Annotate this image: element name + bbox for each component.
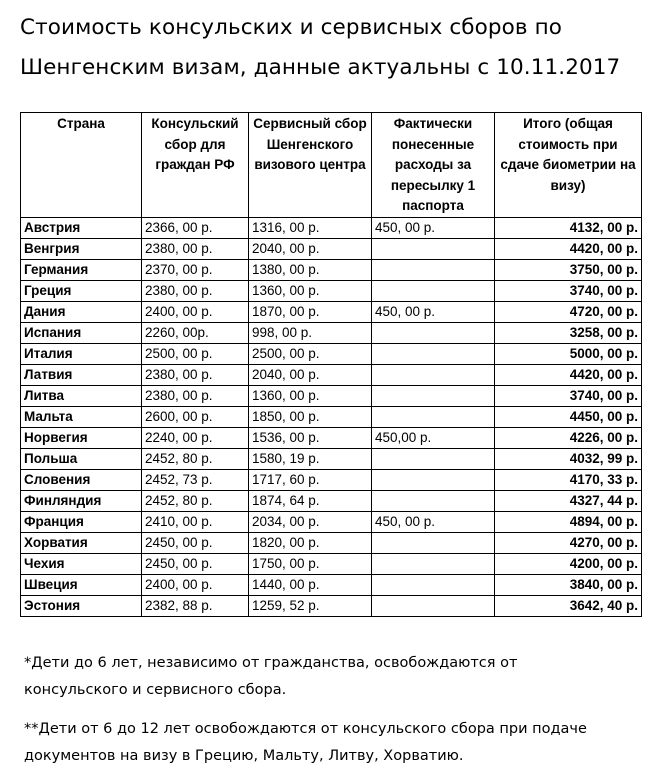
cell-shipping-cost bbox=[372, 490, 495, 511]
cell-total: 4200, 00 р. bbox=[495, 553, 642, 574]
table-row bbox=[21, 364, 642, 385]
cell-service-fee: 1259, 52 р. bbox=[249, 595, 372, 616]
cell-country: Германия bbox=[21, 259, 142, 280]
footnote-1-line-2: консульского и сервисного сбора. bbox=[24, 682, 287, 698]
cell-service-fee: 1536, 00 р. bbox=[249, 427, 372, 448]
cell-consular-fee: 2600, 00 р. bbox=[142, 406, 249, 427]
cell-consular-fee: 2370, 00 р. bbox=[142, 259, 249, 280]
cell-consular-fee: 2450, 00 р. bbox=[142, 532, 249, 553]
cell-shipping-cost bbox=[372, 280, 495, 301]
cell-country: Польша bbox=[21, 448, 142, 469]
table-row bbox=[21, 343, 642, 364]
cell-service-fee: 1870, 00 р. bbox=[249, 301, 372, 322]
footnote-2-line-2: документов на визу в Грецию, Мальту, Литву, Хорватию. bbox=[24, 748, 464, 764]
cell-service-fee: 1360, 00 р. bbox=[249, 385, 372, 406]
cell-service-fee: 1717, 60 р. bbox=[249, 469, 372, 490]
table-header bbox=[21, 113, 642, 218]
cell-shipping-cost bbox=[372, 553, 495, 574]
cell-country: Франция bbox=[21, 511, 142, 532]
cell-consular-fee: 2366, 00 р. bbox=[142, 217, 249, 238]
table-row bbox=[21, 595, 642, 616]
table-row bbox=[21, 427, 642, 448]
page-title bbox=[20, 8, 650, 88]
table-row bbox=[21, 301, 642, 322]
cell-consular-fee: 2450, 00 р. bbox=[142, 553, 249, 574]
cell-shipping-cost bbox=[372, 448, 495, 469]
cell-service-fee: 2040, 00 р. bbox=[249, 238, 372, 259]
cell-consular-fee: 2380, 00 р. bbox=[142, 385, 249, 406]
cell-total: 4270, 00 р. bbox=[495, 532, 642, 553]
table-body bbox=[21, 217, 642, 616]
cell-total: 3740, 00 р. bbox=[495, 385, 642, 406]
cell-total: 4032, 99 р. bbox=[495, 448, 642, 469]
cell-service-fee: 1820, 00 р. bbox=[249, 532, 372, 553]
cell-country: Норвегия bbox=[21, 427, 142, 448]
cell-shipping-cost bbox=[372, 532, 495, 553]
cell-total: 4327, 44 р. bbox=[495, 490, 642, 511]
cell-service-fee: 1850, 00 р. bbox=[249, 406, 372, 427]
cell-country: Эстония bbox=[21, 595, 142, 616]
cell-total: 4170, 33 р. bbox=[495, 469, 642, 490]
cell-shipping-cost bbox=[372, 259, 495, 280]
table-row bbox=[21, 406, 642, 427]
cell-consular-fee: 2400, 00 р. bbox=[142, 301, 249, 322]
cell-service-fee: 1874, 64 р. bbox=[249, 490, 372, 511]
table-row bbox=[21, 553, 642, 574]
table-row bbox=[21, 511, 642, 532]
table-row bbox=[21, 238, 642, 259]
col-header-total: Итого (общая стоимость при сдаче биометрии на визу) bbox=[495, 113, 642, 218]
cell-country: Хорватия bbox=[21, 532, 142, 553]
cell-country: Финляндия bbox=[21, 490, 142, 511]
cell-service-fee: 1750, 00 р. bbox=[249, 553, 372, 574]
cell-shipping-cost bbox=[372, 469, 495, 490]
col-header-consular-fee: Консульский сбор для граждан РФ bbox=[142, 113, 249, 218]
cell-country: Швеция bbox=[21, 574, 142, 595]
cell-consular-fee: 2240, 00 р. bbox=[142, 427, 249, 448]
title-line-1: Стоимость консульских и сервисных сборов по bbox=[20, 15, 562, 40]
cell-service-fee: 1316, 00 р. bbox=[249, 217, 372, 238]
cell-shipping-cost: 450, 00 р. bbox=[372, 217, 495, 238]
cell-service-fee: 1440, 00 р. bbox=[249, 574, 372, 595]
cell-service-fee: 2500, 00 р. bbox=[249, 343, 372, 364]
cell-country: Литва bbox=[21, 385, 142, 406]
footnote-children-6-to-12 bbox=[24, 716, 644, 770]
cell-consular-fee: 2452, 80 р. bbox=[142, 490, 249, 511]
table-row bbox=[21, 448, 642, 469]
cell-country: Мальта bbox=[21, 406, 142, 427]
table-row bbox=[21, 574, 642, 595]
cell-shipping-cost bbox=[372, 406, 495, 427]
cell-total: 4894, 00 р. bbox=[495, 511, 642, 532]
cell-total: 4720, 00 р. bbox=[495, 301, 642, 322]
footnote-children-under-6 bbox=[24, 650, 644, 704]
cell-service-fee: 2034, 00 р. bbox=[249, 511, 372, 532]
cell-total: 3642, 40 р. bbox=[495, 595, 642, 616]
cell-country: Австрия bbox=[21, 217, 142, 238]
table-row bbox=[21, 469, 642, 490]
cell-total: 5000, 00 р. bbox=[495, 343, 642, 364]
table-row bbox=[21, 217, 642, 238]
cell-total: 4450, 00 р. bbox=[495, 406, 642, 427]
table-row bbox=[21, 280, 642, 301]
cell-country: Словения bbox=[21, 469, 142, 490]
cell-country: Чехия bbox=[21, 553, 142, 574]
cell-consular-fee: 2380, 00 р. bbox=[142, 238, 249, 259]
cell-total: 3740, 00 р. bbox=[495, 280, 642, 301]
table-row bbox=[21, 532, 642, 553]
cell-consular-fee: 2410, 00 р. bbox=[142, 511, 249, 532]
table-row bbox=[21, 385, 642, 406]
cell-service-fee: 1380, 00 р. bbox=[249, 259, 372, 280]
cell-country: Дания bbox=[21, 301, 142, 322]
cell-total: 4420, 00 р. bbox=[495, 364, 642, 385]
cell-service-fee: 1580, 19 р. bbox=[249, 448, 372, 469]
cell-shipping-cost bbox=[372, 574, 495, 595]
footnote-1-line-1: *Дети до 6 лет, независимо от гражданства, освобождаются от bbox=[24, 655, 518, 671]
footnote-2-line-1: **Дети от 6 до 12 лет освобождаются от консульского сбора при подаче bbox=[24, 721, 587, 737]
cell-shipping-cost bbox=[372, 238, 495, 259]
cell-country: Греция bbox=[21, 280, 142, 301]
cell-shipping-cost: 450, 00 р. bbox=[372, 511, 495, 532]
cell-service-fee: 1360, 00 р. bbox=[249, 280, 372, 301]
cell-total: 3840, 00 р. bbox=[495, 574, 642, 595]
header-row bbox=[21, 113, 642, 218]
cell-consular-fee: 2380, 00 р. bbox=[142, 364, 249, 385]
table-row bbox=[21, 259, 642, 280]
cell-shipping-cost bbox=[372, 322, 495, 343]
cell-total: 4132, 00 р. bbox=[495, 217, 642, 238]
cell-total: 3258, 00 р. bbox=[495, 322, 642, 343]
col-header-country: Страна bbox=[21, 113, 142, 218]
col-header-shipping-cost: Фактически понесенные расходы за пересылку 1 паспорта bbox=[372, 113, 495, 218]
cell-country: Испания bbox=[21, 322, 142, 343]
col-header-service-fee: Сервисный сбор Шенгенского визового центра bbox=[249, 113, 372, 218]
cell-service-fee: 998, 00 р. bbox=[249, 322, 372, 343]
cell-shipping-cost bbox=[372, 364, 495, 385]
cell-total: 4226, 00 р. bbox=[495, 427, 642, 448]
cell-consular-fee: 2500, 00 р. bbox=[142, 343, 249, 364]
cell-consular-fee: 2452, 80 р. bbox=[142, 448, 249, 469]
cell-shipping-cost bbox=[372, 595, 495, 616]
table-row bbox=[21, 490, 642, 511]
cell-total: 3750, 00 р. bbox=[495, 259, 642, 280]
cell-shipping-cost bbox=[372, 385, 495, 406]
cell-country: Венгрия bbox=[21, 238, 142, 259]
cell-shipping-cost: 450,00 р. bbox=[372, 427, 495, 448]
cell-consular-fee: 2380, 00 р. bbox=[142, 280, 249, 301]
cell-service-fee: 2040, 00 р. bbox=[249, 364, 372, 385]
fees-table bbox=[20, 112, 642, 617]
title-line-2: Шенгенским визам, данные актуальны с 10.11.2017 bbox=[20, 55, 621, 80]
cell-consular-fee: 2382, 88 р. bbox=[142, 595, 249, 616]
cell-country: Латвия bbox=[21, 364, 142, 385]
cell-shipping-cost: 450, 00 р. bbox=[372, 301, 495, 322]
cell-total: 4420, 00 р. bbox=[495, 238, 642, 259]
cell-consular-fee: 2260, 00р. bbox=[142, 322, 249, 343]
cell-country: Италия bbox=[21, 343, 142, 364]
cell-shipping-cost bbox=[372, 343, 495, 364]
cell-consular-fee: 2400, 00 р. bbox=[142, 574, 249, 595]
cell-consular-fee: 2452, 73 р. bbox=[142, 469, 249, 490]
table-row bbox=[21, 322, 642, 343]
